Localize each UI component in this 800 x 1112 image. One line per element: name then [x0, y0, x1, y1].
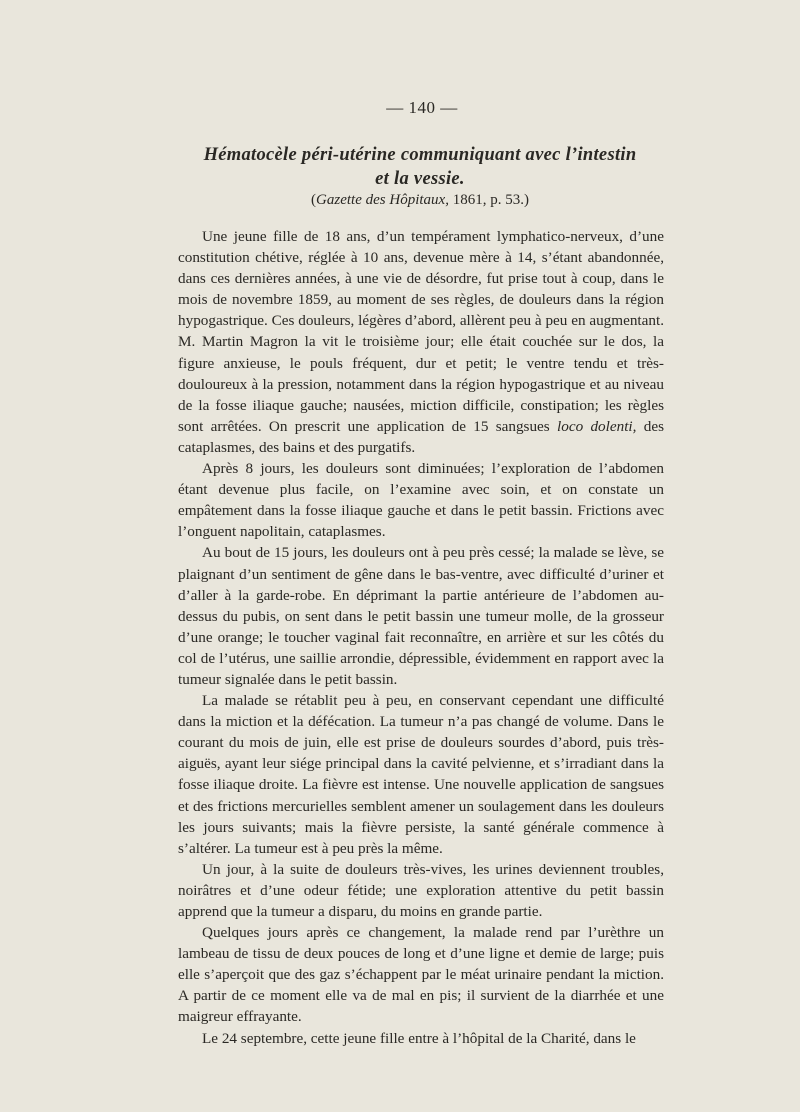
- paragraph-1-text: Une jeune fille de 18 ans, d’un tempérament lymphatico-nerveux, d’une constitution chétive, réglée à 10 ans, devenue mère à 14, s’étant abandonnée, dans ces dernières années, à une vie de désordre, fut prise tout à coup, dans le mois de novembre 1859, au moment de ses règles, de douleurs dans la région hypogastrique. Ces douleurs, légères d’abord, allèrent peu à peu en augmentant. M. Martin Magron la vit le troisième jour; elle était couchée sur le dos, la figure anxieuse, le pouls fréquent, dur et petit; le ventre tendu et très-douloureux à la pression, notamment dans la région hypogastrique et au niveau de la fosse iliaque gauche; nausées, miction difficile, constipation; les règles sont arrêtées. On prescrit une application de 15 sangsues: [178, 228, 664, 435]
- article-source-citation: [140, 190, 700, 210]
- paragraph-5: Un jour, à la suite de douleurs très-vives, les urines deviennent troubles, noirâtres et d’une odeur fétide; une exploration attentive du petit bassin apprend que la tumeur a disparu, du moins en grande partie.: [178, 860, 664, 920]
- paragraph-7: Le 24 septembre, cette jeune fille entre à l’hôpital de la Charité, dans le: [202, 1029, 636, 1047]
- source-journal-name: Gazette des Hôpitaux,: [316, 192, 449, 208]
- paragraph-4: La malade se rétablit peu à peu, en conservant cependant une difficulté dans la miction et la défécation. La tumeur n’a pas changé de volume. Dans le courant du mois de juin, elle est prise de douleurs sourdes d’abord, puis très-aiguës, ayant leur siége principal dans la cavité pelvienne, et s’irradiant dans la fosse iliaque droite. La fièvre est intense. Une nouvelle application de sangsues et des frictions mercurielles semblent amener un soulagement dans les douleurs les jours suivants; mais la fièvre persiste, la santé générale commence à s’altérer. La tumeur est à peu près la même.: [178, 692, 664, 857]
- source-details: 1861, p. 53.): [448, 192, 529, 208]
- paragraph-2: Après 8 jours, les douleurs sont diminuées; l’exploration de l’abdomen étant devenue plus facile, on l’examine avec soin, et on constate un empâtement dans la fosse iliaque gauche et dans le petit bassin. Frictions avec l’onguent napolitain, cataplasmes.: [178, 460, 664, 541]
- paragraph-6: Quelques jours après ce changement, la malade rend par l’urèthre un lambeau de tissu de deux pouces de long et d’une ligne et demie de large; puis elle s’aperçoit que des gaz s’échappent par le méat urinaire pendant la miction. A partir de ce moment elle va de mal en pis; il survient de la diarrhée et une maigreur effrayante.: [178, 924, 664, 1026]
- page-number: — 140 —: [386, 98, 458, 117]
- article-title-line-2: et la vessie.: [375, 169, 465, 189]
- paragraph-1-text-end: des cataplasmes, des bains et des purgatifs.: [178, 417, 664, 456]
- source-open-paren: (: [311, 192, 317, 208]
- article-title: [140, 143, 700, 191]
- article-title-line-1: Hématocèle péri-utérine communiquant avec l’intestin: [203, 145, 637, 165]
- paragraph-3: Au bout de 15 jours, les douleurs ont à peu près cessé; la malade se lève, se plaignant d’un sentiment de gêne dans le bas-ventre, avec difficulté d’uriner et d’aller à la garde-robe. En déprimant la partie antérieure de l’abdomen au-dessus du pubis, on sent dans le petit bassin une tumeur molle, de la grosseur d’une orange; le toucher vaginal fait reconnaître, en arrière et sur les côtés du col de l’utérus, une saillie arrondie, dépressible, évidemment en rapport avec la tumeur signalée dans le petit bassin.: [178, 544, 664, 688]
- article-body: [178, 226, 664, 1049]
- paragraph-1: [178, 226, 664, 458]
- paragraph-1-latin-phrase: loco dolenti,: [557, 417, 637, 435]
